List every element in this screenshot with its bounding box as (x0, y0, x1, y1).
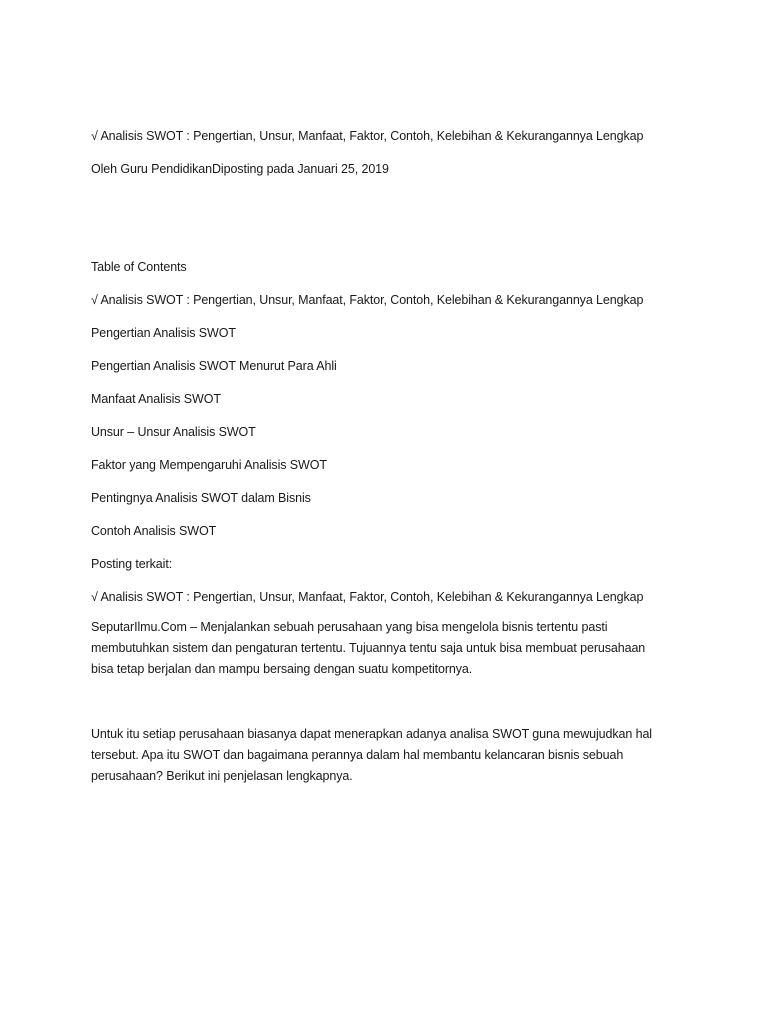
toc-heading: Table of Contents (91, 260, 187, 274)
toc-item[interactable]: Contoh Analisis SWOT (91, 524, 217, 538)
document-title: √ Analisis SWOT : Pengertian, Unsur, Manfaat, Faktor, Contoh, Kelebihan & Kekurangannya Lengkap (91, 129, 644, 143)
related-post-title[interactable]: √ Analisis SWOT : Pengertian, Unsur, Manfaat, Faktor, Contoh, Kelebihan & Kekurangannya Lengkap (91, 590, 644, 604)
toc-item[interactable]: Faktor yang Mempengaruhi Analisis SWOT (91, 458, 327, 472)
paragraph-line: tersebut. Apa itu SWOT dan bagaimana perannya dalam hal membantu kelancaran bisnis sebuah (91, 748, 624, 762)
paragraph-line: Untuk itu setiap perusahaan biasanya dapat menerapkan adanya analisa SWOT guna mewujudkan hal (91, 727, 652, 741)
byline: Oleh Guru PendidikanDiposting pada Januari 25, 2019 (91, 162, 389, 176)
toc-item[interactable]: Manfaat Analisis SWOT (91, 392, 221, 406)
related-heading: Posting terkait: (91, 557, 173, 571)
second-paragraph (91, 724, 681, 787)
paragraph-line: membutuhkan sistem dan pengaturan tertentu. Tujuannya tentu saja untuk bisa membuat perusahaan (91, 641, 646, 655)
toc-item[interactable]: Pentingnya Analisis SWOT dalam Bisnis (91, 491, 311, 505)
paragraph-line: perusahaan? Berikut ini penjelasan lengkapnya. (91, 769, 353, 783)
toc-item[interactable]: Pengertian Analisis SWOT Menurut Para Ahli (91, 359, 337, 373)
intro-paragraph (91, 617, 681, 680)
paragraph-line: SeputarIlmu.Com – Menjalankan sebuah perusahaan yang bisa mengelola bisnis tertentu pasti (91, 620, 608, 634)
toc-item[interactable]: Unsur – Unsur Analisis SWOT (91, 425, 256, 439)
paragraph-line: bisa tetap berjalan dan mampu bersaing dengan suatu kompetitornya. (91, 662, 473, 676)
toc-item[interactable]: √ Analisis SWOT : Pengertian, Unsur, Manfaat, Faktor, Contoh, Kelebihan & Kekurangannya Lengkap (91, 293, 644, 307)
toc-item[interactable]: Pengertian Analisis SWOT (91, 326, 236, 340)
